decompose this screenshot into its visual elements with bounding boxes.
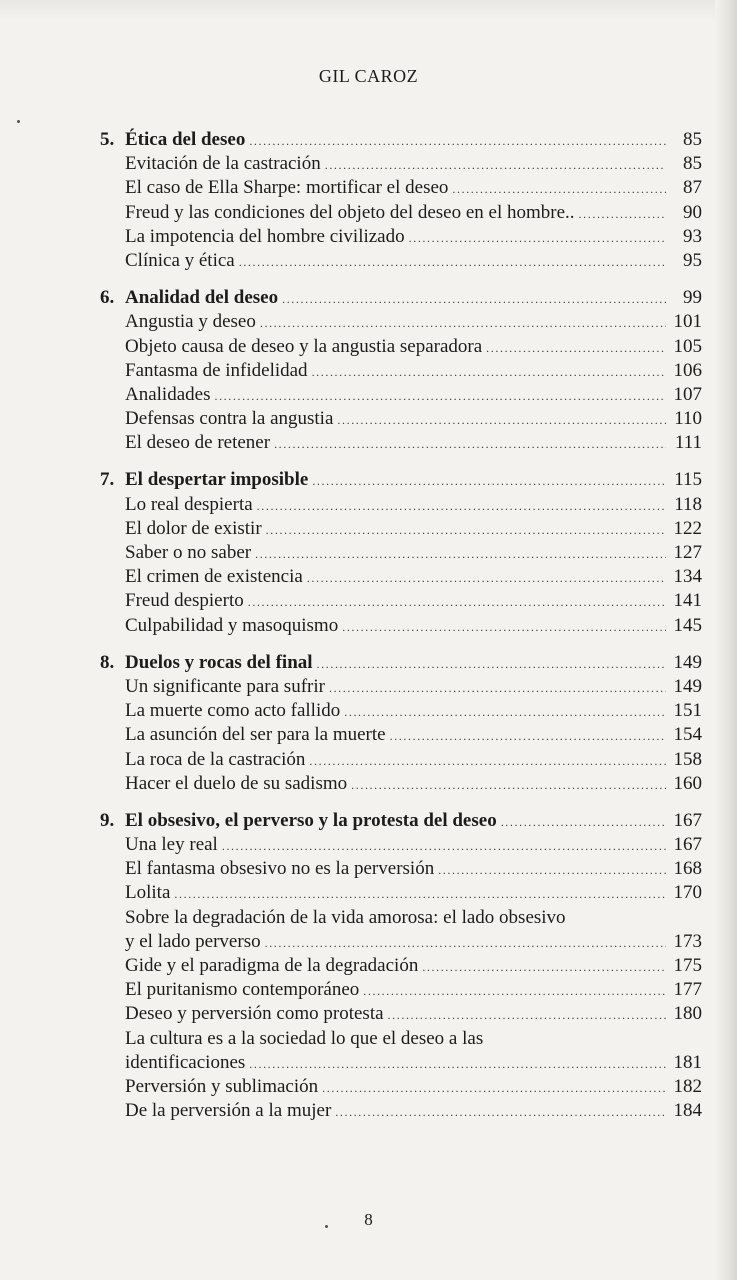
toc-subentry: [100, 383, 702, 407]
table-of-contents: [100, 128, 702, 1136]
dot-leader: [452, 177, 666, 201]
page-ref: 168: [673, 858, 702, 880]
page-ref: 151: [673, 700, 702, 722]
page-ref: 184: [673, 1100, 702, 1122]
dot-leader: [239, 250, 666, 274]
dot-leader: [351, 773, 666, 797]
toc-chapter-entry: [100, 468, 702, 492]
subentry-title: Sobre la degradación de la vida amorosa: el lado obsesivo: [125, 906, 566, 928]
dot-leader: [307, 566, 666, 590]
dot-leader: [248, 590, 666, 614]
subentry-title: El dolor de existir: [125, 517, 262, 539]
dot-leader: [363, 979, 666, 1003]
page-edge-shadow: [715, 0, 737, 1280]
subentry-title: Hacer el duelo de su sadismo: [125, 772, 348, 794]
subentry-title: La roca de la castración: [125, 748, 306, 770]
dot-leader: [390, 724, 666, 748]
subentry-title: El fantasma obsesivo no es la perversión: [125, 858, 435, 880]
page-number: 8: [364, 1210, 373, 1229]
subentry-title: Saber o no saber: [125, 542, 252, 563]
dot-leader: [335, 1100, 666, 1124]
subentry-title: Freud despierto: [125, 590, 244, 612]
dot-leader: [249, 129, 666, 153]
toc-subentry: [100, 699, 702, 723]
subentry-title: El puritanismo contemporáneo: [125, 979, 360, 1001]
page-ref: 181: [673, 1051, 702, 1073]
chapter-number: 6.: [100, 287, 115, 309]
dot-leader: [501, 810, 666, 834]
subentry-title: Una ley real: [125, 834, 218, 856]
toc-chapter-entry: [100, 809, 702, 833]
toc-subentry: [100, 614, 702, 638]
page-ref: 177: [673, 979, 702, 1001]
subentry-title: Evitación de la castración: [125, 153, 321, 175]
dot-leader: [260, 311, 666, 335]
toc-subentry: [100, 359, 702, 383]
toc-subentry: [100, 906, 702, 930]
toc-section: [100, 286, 702, 455]
dot-leader: [249, 1052, 666, 1076]
subentry-title: El crimen de existencia: [125, 566, 303, 588]
dot-leader: [255, 542, 666, 566]
subentry-title: De la perversión a la mujer: [125, 1100, 332, 1122]
dot-leader: [422, 955, 666, 979]
page-ref: 85: [683, 129, 702, 150]
toc-subentry: [100, 833, 702, 857]
subentry-title: Un significante para sufrir: [125, 675, 325, 697]
toc-subentry: [100, 772, 702, 796]
toc-section: [100, 128, 702, 273]
dot-leader: [265, 931, 666, 955]
dot-leader: [266, 518, 666, 542]
chapter-number: 7.: [100, 469, 115, 491]
page-ref: 115: [674, 469, 702, 491]
page-top-shadow: [0, 0, 737, 20]
subentry-title: Perversión y sublimación: [125, 1075, 319, 1097]
page-ref: 101: [673, 311, 702, 333]
subentry-title: La impotencia del hombre civilizado: [125, 225, 405, 247]
dot-leader: [312, 360, 666, 384]
chapter-number: 8.: [100, 651, 115, 673]
dot-leader: [579, 202, 666, 226]
dot-leader: [322, 1076, 666, 1100]
page-ref: 149: [673, 675, 702, 697]
page-ref: 158: [673, 748, 702, 770]
subentry-title: Lo real despierta: [125, 493, 253, 515]
toc-subentry: [100, 201, 702, 225]
toc-subentry: [100, 1002, 702, 1026]
toc-subentry: [100, 1051, 702, 1075]
page-ref: 99: [683, 287, 702, 309]
page-ref: 111: [674, 432, 702, 454]
dot-leader: [312, 469, 666, 493]
dot-leader: [337, 408, 666, 432]
page-ref: 145: [673, 614, 702, 636]
page-ref: 85: [683, 153, 702, 175]
chapter-title: El obsesivo, el perverso y la protesta del deseo: [125, 809, 497, 831]
chapter-title: Analidad del deseo: [125, 287, 279, 309]
toc-subentry: [100, 310, 702, 334]
subentry-title: Clínica y ética: [125, 249, 235, 271]
page-ref: 175: [673, 955, 702, 976]
toc-subentry: [100, 978, 702, 1002]
subentry-title: La muerte como acto fallido: [125, 700, 341, 722]
page-ref: 122: [673, 517, 702, 539]
toc-subentry: [100, 723, 702, 747]
toc-subentry: [100, 431, 702, 455]
toc-subentry: [100, 565, 702, 589]
subentry-title: El caso de Ella Sharpe: mortificar el deseo: [125, 177, 449, 199]
page-ref: 173: [673, 930, 702, 952]
chapter-title: Ética del deseo: [125, 129, 246, 150]
toc-subentry: [100, 1075, 702, 1099]
page-ref: 149: [673, 651, 702, 673]
dot-leader: [174, 882, 666, 906]
toc-subentry: [100, 930, 702, 954]
subentry-title: Analidades: [125, 383, 211, 405]
dot-leader: [214, 384, 666, 408]
subentry-title: Freud y las condiciones del objeto del deseo en el hombre..: [125, 201, 575, 223]
subentry-title: Deseo y perversión como protesta: [125, 1003, 384, 1025]
page-ref: 95: [683, 249, 702, 271]
page-ref: 141: [673, 590, 702, 612]
page-ref: 127: [673, 542, 702, 563]
dot-leader: [438, 858, 666, 882]
subentry-title: El deseo de retener: [125, 432, 271, 454]
toc-section: [100, 468, 702, 637]
page-ref: 182: [673, 1075, 702, 1097]
toc-subentry: [100, 881, 702, 905]
dot-leader: [344, 700, 666, 724]
subentry-title: Fantasma de infidelidad: [125, 359, 308, 381]
subentry-title: Defensas contra la angustia: [125, 408, 334, 430]
toc-subentry: [100, 249, 702, 273]
toc-subentry: [100, 335, 702, 359]
subentry-title: Gide y el paradigma de la degradación: [125, 955, 419, 976]
toc-chapter-entry: [100, 651, 702, 675]
dot-leader: [317, 652, 666, 676]
toc-subentry: [100, 493, 702, 517]
page-ref: 170: [673, 882, 702, 904]
subentry-title: y el lado perverso: [125, 930, 261, 952]
subentry-title: Objeto causa de deseo y la angustia separadora: [125, 335, 483, 357]
subentry-title: Lolita: [125, 882, 171, 904]
subentry-title: identificaciones: [125, 1051, 246, 1073]
toc-subentry: [100, 589, 702, 613]
dot-leader: [409, 226, 666, 250]
page-ref: 90: [683, 201, 702, 223]
toc-section: [100, 651, 702, 796]
toc-subentry: [100, 1027, 702, 1051]
dot-leader: [222, 834, 666, 858]
page-ref: 118: [674, 493, 702, 515]
dot-leader: [257, 494, 666, 518]
subentry-title: La asunción del ser para la muerte: [125, 724, 386, 746]
page-ref: 93: [683, 225, 702, 247]
subentry-title: La cultura es a la sociedad lo que el deseo a las: [125, 1027, 484, 1049]
subentry-title: Angustia y deseo: [125, 311, 256, 333]
dot-leader: [342, 615, 666, 639]
page-ref: 160: [673, 772, 702, 794]
toc-subentry: [100, 517, 702, 541]
toc-chapter-entry: [100, 286, 702, 310]
page-ref: 167: [673, 809, 702, 831]
toc-subentry: [100, 1099, 702, 1123]
running-head: GIL CAROZ: [318, 66, 419, 86]
dot-leader: [486, 336, 666, 360]
chapter-title: Duelos y rocas del final: [125, 651, 313, 673]
toc-subentry: [100, 857, 702, 881]
subentry-title: Culpabilidad y masoquismo: [125, 614, 339, 636]
toc-subentry: [100, 407, 702, 431]
dot-leader: [325, 153, 666, 177]
chapter-number: 9.: [100, 809, 115, 831]
toc-subentry: [100, 675, 702, 699]
dot-leader: [309, 749, 666, 773]
dot-leader: [329, 676, 666, 700]
toc-subentry: [100, 541, 702, 565]
dot-leader: [274, 432, 666, 456]
toc-subentry: [100, 176, 702, 200]
chapter-title: El despertar imposible: [125, 469, 309, 491]
toc-section: [100, 809, 702, 1123]
chapter-number: 5.: [100, 129, 115, 150]
print-speck: [17, 120, 20, 123]
page-ref: 134: [673, 566, 702, 588]
page-ref: 105: [673, 335, 702, 357]
page-ref: 154: [673, 724, 702, 746]
page-ref: 87: [683, 177, 702, 199]
toc-subentry: [100, 954, 702, 978]
toc-subentry: [100, 152, 702, 176]
page-ref: 106: [673, 359, 702, 381]
dot-leader: [388, 1003, 666, 1027]
page-ref: 107: [673, 383, 702, 405]
toc-subentry: [100, 225, 702, 249]
toc-subentry: [100, 748, 702, 772]
page-ref: 180: [673, 1003, 702, 1025]
toc-chapter-entry: [100, 128, 702, 152]
page-ref: 167: [673, 834, 702, 856]
dot-leader: [282, 287, 666, 311]
page-ref: 110: [674, 408, 702, 430]
